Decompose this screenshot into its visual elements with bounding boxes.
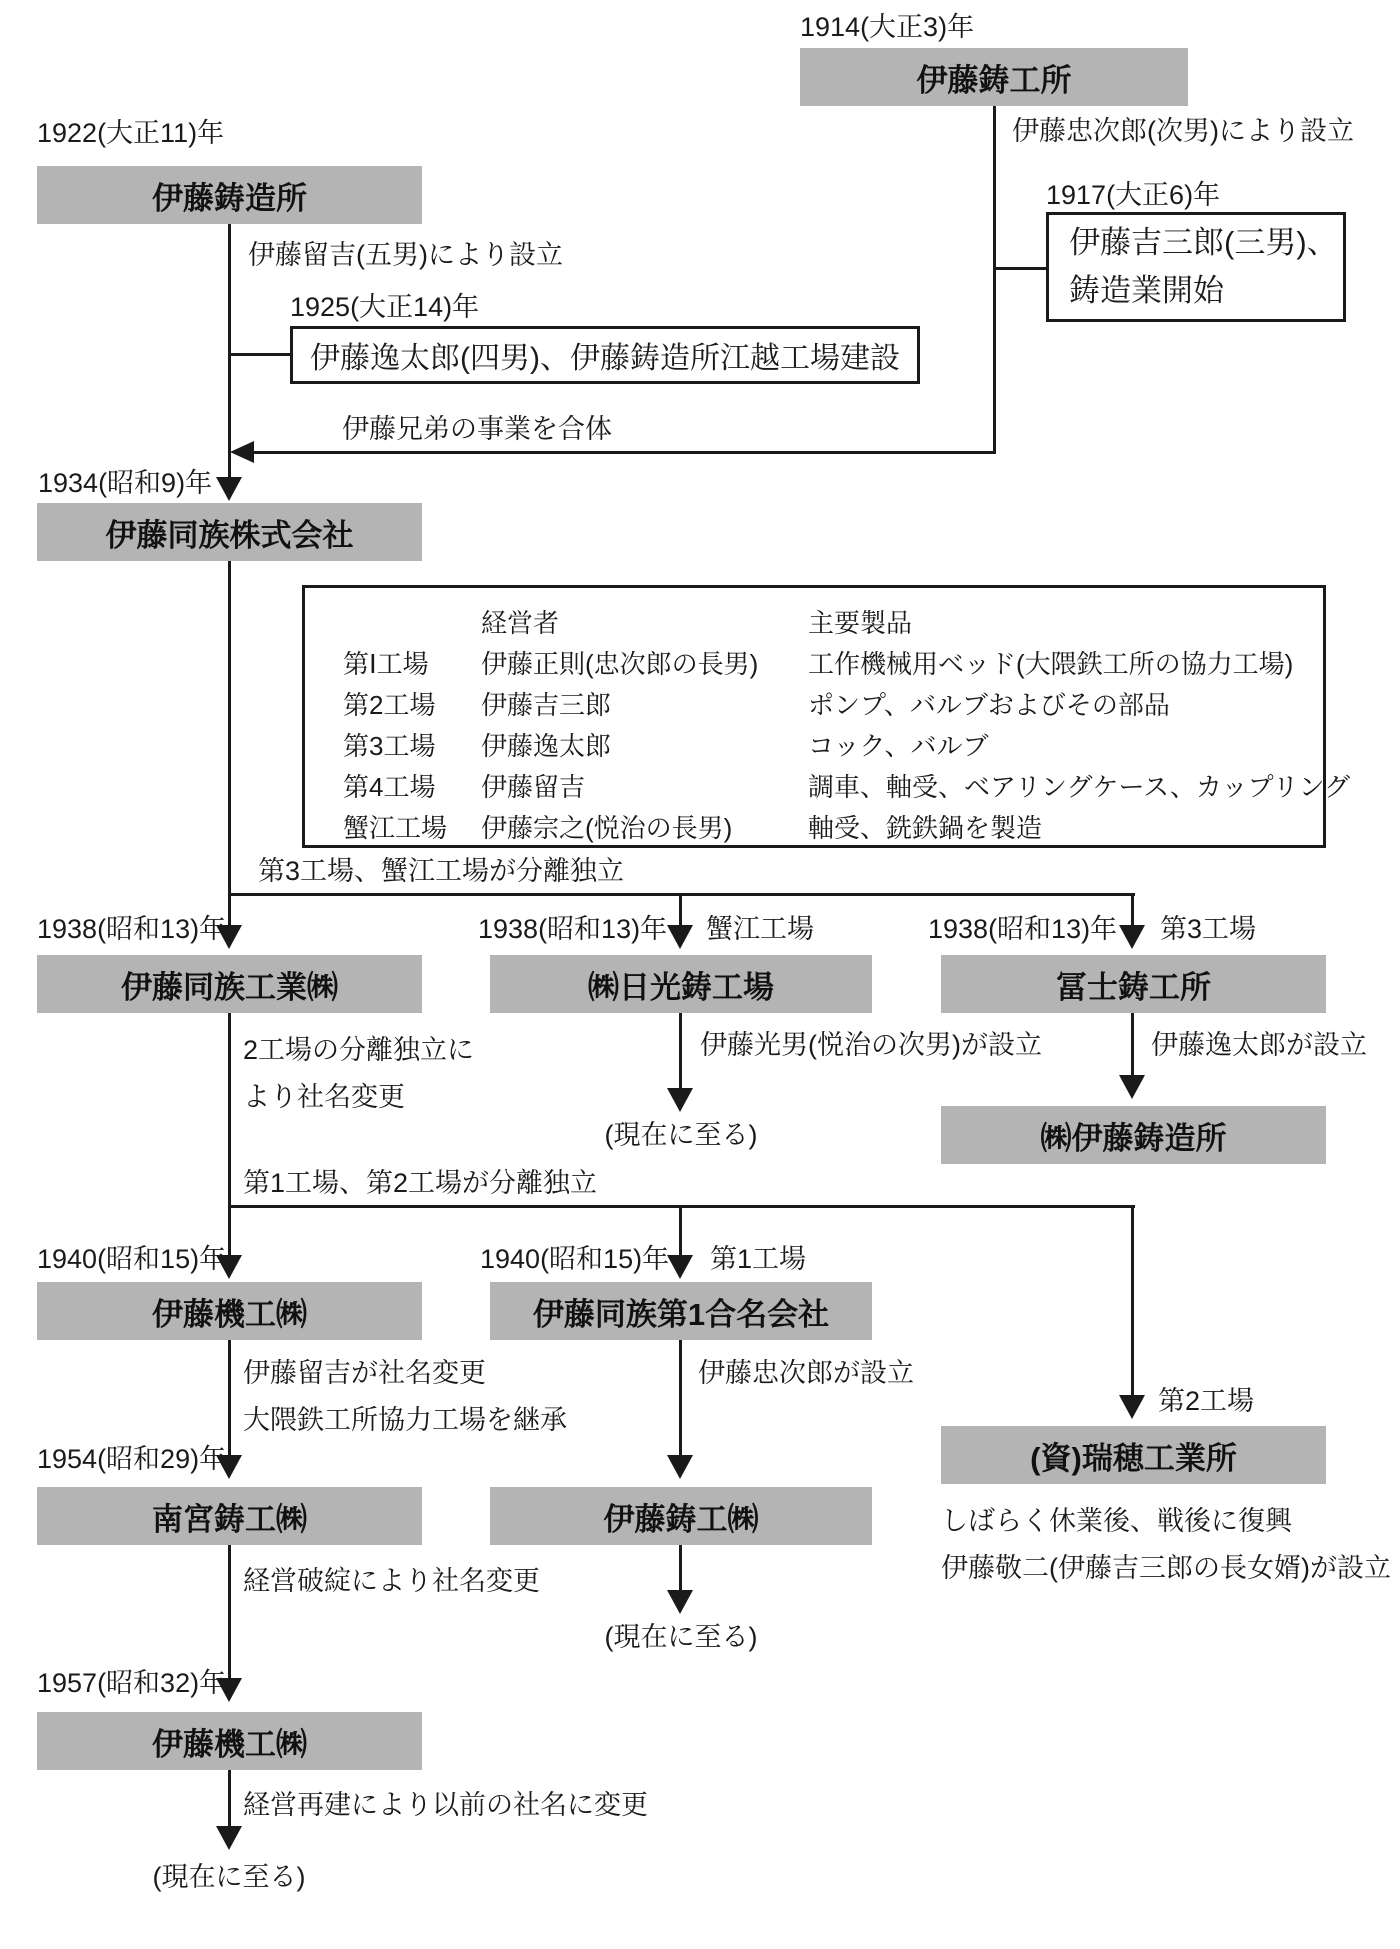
node-ito-chuzosho-kk <box>941 1106 1326 1164</box>
connector-itokiko-down <box>228 1340 231 1455</box>
annotation-mizuho-line1: しばらく休業後、戦後に復興 <box>941 1506 1292 1536</box>
connector-split1-right <box>1131 893 1134 925</box>
arrowhead-ito-chuko <box>667 1455 693 1479</box>
cell-manager: 伊藤留吉 <box>481 772 586 802</box>
cell-manager: 伊藤宗之(悦治の長男) <box>481 813 733 843</box>
arrowhead-1940-mid <box>667 1255 693 1279</box>
annotation-rename2-line2: より社名変更 <box>243 1082 405 1112</box>
node-ito-kiko-1940 <box>37 1282 422 1340</box>
node-ito-dozoku-1934 <box>37 503 422 561</box>
year-label-1940-left: 1940(昭和15)年 <box>37 1244 227 1274</box>
annotation-split2: 第1工場、第2工場が分離独立 <box>243 1168 598 1198</box>
table-row <box>305 767 1351 802</box>
node-label: 伊藤同族株式会社 <box>105 517 354 553</box>
node-label: 伊藤機工㈱ <box>152 1296 307 1332</box>
annotation-chujiro-setsuritsu: 伊藤忠次郎(次男)により設立 <box>1012 116 1354 146</box>
annotation-present-ito-kiko: (現在に至る) <box>152 1862 306 1892</box>
connector-1917-stub <box>995 267 1046 270</box>
connector-1922-down <box>228 224 231 477</box>
node-label-line1: 伊藤吉三郎(三男)、 <box>1069 225 1338 260</box>
node-label: ㈱伊藤鋳造所 <box>1040 1120 1227 1156</box>
header-products: 主要製品 <box>808 608 913 638</box>
annotation-present-nikko: (現在に至る) <box>604 1120 758 1150</box>
node-label: 伊藤鋳工所 <box>916 62 1072 98</box>
cell-manager: 伊藤正則(忠次郎の長男) <box>481 649 759 679</box>
year-label-1914: 1914(大正3)年 <box>800 12 975 42</box>
annotation-split1: 第3工場、蟹江工場が分離独立 <box>258 856 625 886</box>
annotation-mizuho-line2: 伊藤敬二(伊藤吉三郎の長女婿)が設立 <box>941 1553 1391 1583</box>
node-ito-kiko-1957 <box>37 1712 422 1770</box>
year-label-1940-mid: 1940(昭和15)年 <box>480 1244 670 1274</box>
cell-manager: 伊藤吉三郎 <box>481 690 612 720</box>
year-label-1922: 1922(大正11)年 <box>37 118 225 148</box>
cell-plant: 第4工場 <box>343 772 436 802</box>
node-label: 伊藤同族第1合名会社 <box>532 1296 830 1332</box>
cell-products: 工作機械用ベッド(大隈鉄工所の協力工場) <box>808 649 1294 679</box>
tag-dai3-kojo: 第3工場 <box>1160 914 1257 944</box>
connector-split2-mid <box>679 1205 682 1255</box>
cell-products: ポンプ、バルブおよびその部品 <box>808 690 1170 720</box>
annotation-mitsuo-setsuritsu: 伊藤光男(悦治の次男)が設立 <box>700 1030 1042 1060</box>
node-label: 伊藤鋳工㈱ <box>603 1501 759 1537</box>
arrowhead-itokiko-present <box>216 1826 242 1850</box>
connector-daiichi-down <box>679 1340 682 1455</box>
connector-itokiko57-down <box>228 1770 231 1826</box>
connector-nangu-down <box>228 1545 231 1678</box>
year-label-1957: 1957(昭和32)年 <box>37 1668 227 1698</box>
connector-1925-stub <box>229 353 290 356</box>
cell-plant: 第3工場 <box>343 731 436 761</box>
connector-itochuko-down <box>679 1545 682 1590</box>
table-header-row <box>305 603 1323 638</box>
year-label-1917: 1917(大正6)年 <box>1046 180 1221 210</box>
node-fuji-chukosho <box>941 955 1326 1013</box>
tag-dai1-kojo: 第1工場 <box>710 1244 807 1274</box>
node-ito-dozoku-kogyo <box>37 955 422 1013</box>
node-nikko-chukojo <box>490 955 872 1013</box>
connector-split2-left <box>228 1205 231 1255</box>
table-row <box>305 808 1323 843</box>
arrowhead-into-1934 <box>216 477 242 501</box>
node-mizuho-kogyosho <box>941 1426 1326 1484</box>
annotation-tomekichi-setsuritsu: 伊藤留吉(五男)により設立 <box>248 240 563 270</box>
annotation-rename2-line1: 2工場の分離独立に <box>243 1035 475 1065</box>
year-label-1938-right: 1938(昭和13)年 <box>928 914 1118 944</box>
cell-products: 調車、軸受、ベアリングケース、カップリング <box>808 772 1351 802</box>
arrowhead-merge-left <box>230 441 254 463</box>
node-label: 伊藤逸太郎(四男)、伊藤鋳造所江越工場建設 <box>310 342 900 375</box>
annotation-chujiro2-setsuritsu: 伊藤忠次郎が設立 <box>698 1358 914 1388</box>
connector-split1-left <box>228 893 231 925</box>
connector-split2-right-long <box>1131 1205 1134 1395</box>
node-label: ㈱日光鋳工場 <box>588 969 774 1005</box>
connector-left-1938-down <box>228 1013 231 1205</box>
tag-kanie-kojo: 蟹江工場 <box>706 914 814 944</box>
node-ito-dozoku-daiichi <box>490 1282 872 1340</box>
year-label-1938-mid: 1938(昭和13)年 <box>478 914 668 944</box>
cell-products: 軸受、銑鉄鍋を製造 <box>808 813 1043 843</box>
cell-plant: 第2工場 <box>343 690 436 720</box>
tag-dai2-kojo: 第2工場 <box>1158 1386 1255 1416</box>
factories-table <box>302 585 1351 848</box>
node-label: 伊藤鋳造所 <box>152 180 307 216</box>
header-manager: 経営者 <box>481 608 560 638</box>
node-label: 伊藤同族工業㈱ <box>121 969 338 1005</box>
annotation-saiken: 経営再建により以前の社名に変更 <box>243 1790 648 1820</box>
cell-products: コック、バルブ <box>808 731 989 761</box>
node-kichisaburo-1917 <box>1046 212 1346 322</box>
table-row <box>305 644 1323 679</box>
node-label: (資)瑞穂工業所 <box>1030 1440 1237 1476</box>
annotation-tomekichi-rename: 伊藤留吉が社名変更 <box>243 1358 486 1388</box>
node-itsutaro-1925 <box>290 326 920 384</box>
node-ito-chuzosho-1922 <box>37 166 422 224</box>
arrowhead-mizuho <box>1119 1395 1145 1419</box>
node-ito-chukosho-1914 <box>800 48 1188 106</box>
arrowhead-fuji-down <box>1119 1075 1145 1099</box>
arrowhead-1938-right <box>1119 925 1145 949</box>
arrowhead-nikko-present <box>667 1088 693 1112</box>
connector-1914-down <box>993 106 996 454</box>
node-label: 伊藤機工㈱ <box>152 1726 307 1762</box>
annotation-itsutaro-setsuritsu: 伊藤逸太郎が設立 <box>1151 1030 1367 1060</box>
cell-plant: 第Ⅰ工場 <box>343 649 429 679</box>
connector-split1-mid <box>679 893 682 925</box>
annotation-present-ito-chuko: (現在に至る) <box>604 1622 758 1652</box>
table-row <box>305 726 1323 761</box>
connector-nikko-down <box>679 1013 682 1088</box>
year-label-1938-left: 1938(昭和13)年 <box>37 914 227 944</box>
annotation-merge: 伊藤兄弟の事業を合体 <box>342 414 612 444</box>
node-label-line2: 鋳造業開始 <box>1069 273 1224 308</box>
connector-merge-horizontal <box>252 451 995 454</box>
year-label-1934: 1934(昭和9)年 <box>38 468 213 498</box>
node-label: 南宮鋳工㈱ <box>152 1501 307 1537</box>
connector-fuji-down <box>1131 1013 1134 1075</box>
connector-1934-down <box>228 561 231 893</box>
cell-plant: 蟹江工場 <box>343 813 448 843</box>
node-label: 冨士鋳工所 <box>1056 969 1211 1005</box>
year-label-1925: 1925(大正14)年 <box>290 292 480 322</box>
annotation-hatan: 経営破綻により社名変更 <box>243 1566 540 1596</box>
annotation-okuma-keisho: 大隈鉄工所協力工場を継承 <box>243 1405 567 1435</box>
table-row <box>305 685 1323 720</box>
cell-manager: 伊藤逸太郎 <box>481 731 612 761</box>
node-ito-chuko-kk <box>490 1487 872 1545</box>
arrowhead-itochuko-present <box>667 1590 693 1614</box>
node-nangu-chuko <box>37 1487 422 1545</box>
year-label-1954: 1954(昭和29)年 <box>37 1444 227 1474</box>
arrowhead-1938-mid <box>667 925 693 949</box>
